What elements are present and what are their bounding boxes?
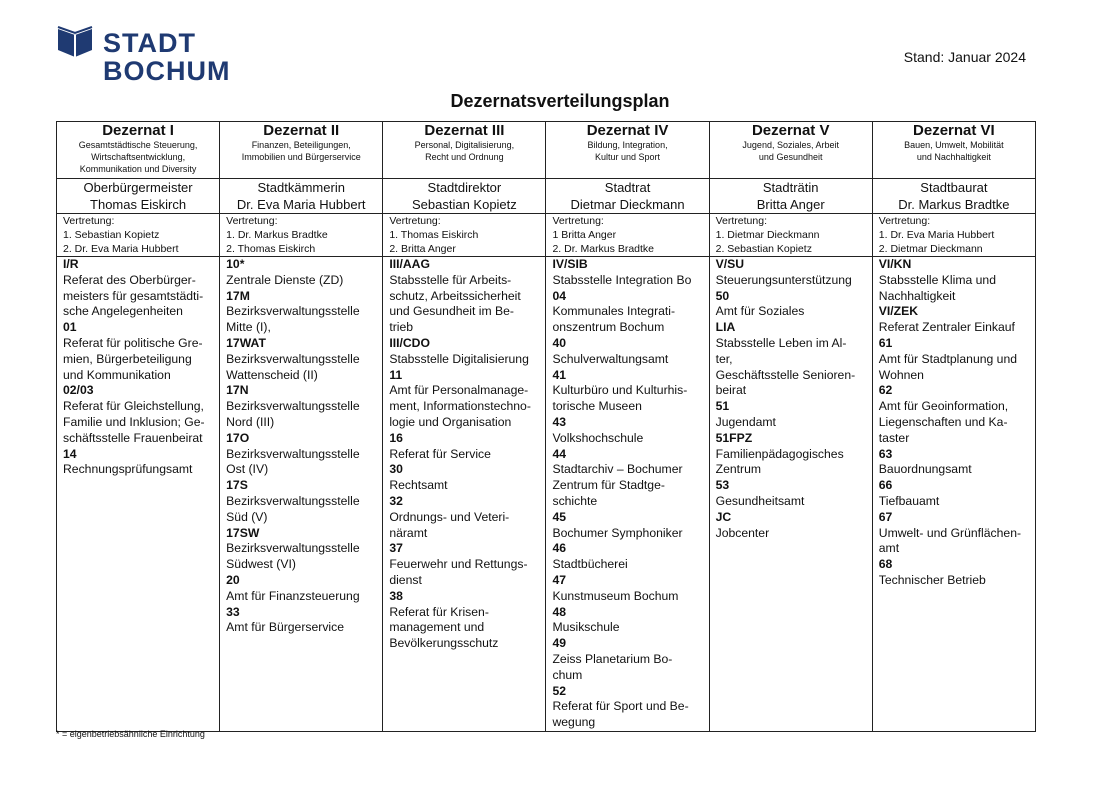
unit-code: 17N [226, 383, 249, 398]
deputy-line: Vertretung: [715, 215, 767, 227]
unit-code: 50 [715, 288, 730, 303]
unit-code: 52 [552, 683, 567, 698]
unit-name: beirat [715, 383, 747, 398]
unit-name: schäftsstelle Frauenbeirat [63, 430, 203, 445]
logo-text-stadt: STADT [103, 28, 196, 58]
unit-name: Rechtsamt [389, 478, 448, 493]
unit-code: 33 [226, 604, 240, 619]
page-title: Dezernatsverteilungsplan [450, 91, 670, 111]
unit-code: 63 [878, 446, 893, 461]
unit-name: Stabsstelle Leben im Al- [715, 335, 847, 350]
head-role: Stadtbaurat [920, 180, 988, 195]
deputy-cell [709, 214, 872, 257]
dezernat-cell [872, 122, 1035, 179]
unit-code: 01 [63, 320, 77, 335]
unit-name: Süd (V) [226, 509, 268, 524]
unit-name: management und [389, 620, 485, 635]
dezernat-description: Wirtschaftsentwicklung, [91, 152, 186, 162]
unit-name: Geschäftsstelle Senioren- [715, 367, 856, 382]
units-cell [220, 257, 383, 732]
unit-name: Bauordnungsamt [878, 462, 972, 477]
unit-name: amt [878, 541, 900, 556]
deputy-row [57, 214, 1036, 257]
head-name: Britta Anger [756, 197, 825, 212]
deputy-line: 2. Thomas Eiskirch [226, 243, 316, 255]
unit-name: Jobcenter [715, 525, 770, 540]
unit-name: Wohnen [878, 367, 924, 382]
deputy-line: 1. Sebastian Kopietz [63, 229, 160, 241]
units-cell [383, 257, 546, 732]
unit-code: 17SW [226, 525, 260, 540]
unit-name: ter, [715, 351, 733, 366]
unit-name: Referat für Sport und Be- [552, 699, 689, 714]
unit-name: Steuerungsunterstützung [715, 272, 852, 287]
head-role: Stadträtin [762, 180, 819, 195]
dezernat-name: Dezernat VI [913, 122, 995, 139]
unit-name: Referat für Gleichstellung, [63, 399, 204, 414]
dezernat-cell [546, 122, 709, 179]
deputy-line: 2. Dietmar Dieckmann [878, 243, 983, 255]
logo-text-bochum: BOCHUM [103, 56, 231, 86]
unit-code: V/SU [715, 257, 745, 271]
unit-name: Südwest (VI) [226, 557, 296, 572]
unit-code: 02/03 [63, 383, 94, 398]
unit-name: Kunstmuseum Bochum [552, 588, 679, 603]
dezernat-description: Bauen, Umwelt, Mobilität [904, 140, 1004, 150]
unit-name: Bezirksverwaltungsstelle [226, 493, 360, 508]
unit-name: Bezirksverwaltungsstelle [226, 351, 360, 366]
dezernat-cell [57, 122, 220, 179]
unit-name: Stadtarchiv – Bochumer [552, 462, 683, 477]
unit-name: Kulturbüro und Kulturhis- [552, 383, 688, 398]
unit-name: onszentrum Bochum [552, 320, 665, 335]
unit-code: 17WAT [226, 335, 266, 350]
dezernat-description: Kommunikation und Diversity [79, 164, 197, 174]
unit-name: Amt für Geoinformation, [878, 399, 1009, 414]
distribution-table [56, 121, 1036, 732]
unit-name: Zentrale Dienste (ZD) [226, 272, 344, 287]
dezernat-cell [220, 122, 383, 179]
dezernat-description: Kultur und Sport [595, 152, 661, 162]
dezernat-description: Finanzen, Beteiligungen, [251, 140, 351, 150]
stadt-bochum-logo [56, 24, 246, 88]
unit-code: 38 [389, 588, 403, 603]
unit-name: chum [552, 667, 583, 682]
dezernat-cell [383, 122, 546, 179]
footnote: * = eigenbetriebsähnliche Einrichtung [56, 729, 205, 739]
head-role: Stadtrat [604, 180, 651, 195]
unit-code: 40 [552, 335, 567, 350]
unit-code: III/AAG [389, 257, 430, 271]
unit-code: 14 [63, 446, 77, 461]
unit-name: taster [878, 430, 910, 445]
unit-code: 62 [878, 383, 893, 398]
unit-name: Ordnungs- und Veteri- [389, 509, 510, 524]
unit-name: Amt für Personalmanage- [389, 383, 529, 398]
deputy-line: 2. Britta Anger [389, 243, 456, 255]
head-role: Stadtkämmerin [257, 180, 345, 195]
unit-name: Amt für Stadtplanung und [878, 351, 1017, 366]
unit-name: Familie und Inklusion; Ge- [63, 414, 205, 429]
dezernat-description: Personal, Digitalisierung, [414, 140, 515, 150]
deputy-line: 1. Dr. Eva Maria Hubbert [878, 229, 995, 241]
units-cell [709, 257, 872, 732]
unit-name: Stabsstelle Integration Bo [552, 272, 692, 287]
unit-code: 17M [226, 288, 250, 303]
unit-name: Stabsstelle für Arbeits- [389, 272, 512, 287]
deputy-line: Vertretung: [226, 215, 278, 227]
unit-code: 49 [552, 636, 567, 651]
deputy-line: 2. Sebastian Kopietz [715, 243, 812, 255]
unit-name: Bochumer Symphoniker [552, 525, 683, 540]
dezernat-description: Bildung, Integration, [587, 140, 668, 150]
unit-name: Referat des Oberbürger- [63, 272, 196, 287]
dezernat-name: Dezernat III [424, 122, 505, 139]
head-name: Sebastian Kopietz [411, 197, 517, 212]
dezernat-description: und Gesundheit [758, 152, 823, 162]
date-stamp: Stand: Januar 2024 [903, 49, 1026, 65]
unit-name: Zentrum für Stadtge- [552, 478, 665, 493]
unit-name: Referat für Service [389, 446, 491, 461]
deputy-cell [220, 214, 383, 257]
deputy-line: 1. Dr. Markus Bradtke [226, 229, 328, 241]
unit-name: Jugendamt [715, 414, 776, 429]
dezernat-description: Immobilien und Bürgerservice [241, 152, 361, 162]
dezernat-name: Dezernat IV [586, 122, 669, 139]
head-name: Dr. Markus Bradtke [898, 197, 1010, 212]
unit-name: Tiefbauamt [878, 493, 940, 508]
unit-name: Nachhaltigkeit [878, 288, 956, 303]
deputy-line: Vertretung: [63, 215, 115, 227]
unit-name: Stadtbücherei [552, 557, 628, 572]
unit-code: 47 [552, 572, 567, 587]
unit-name: torische Museen [552, 399, 642, 414]
deputy-line: 2. Dr. Markus Bradtke [552, 243, 655, 255]
unit-name: Amt für Bürgerservice [226, 620, 345, 635]
unit-name: Bezirksverwaltungsstelle [226, 399, 360, 414]
units-row [57, 257, 1036, 732]
unit-code: 43 [552, 414, 567, 429]
unit-name: Amt für Soziales [715, 304, 805, 319]
unit-name: Familienpädagogisches [715, 446, 844, 461]
unit-name: und Kommunikation [63, 367, 171, 382]
unit-code: IV/SIB [552, 257, 588, 271]
unit-name: Rechnungsprüfungsamt [63, 462, 193, 477]
unit-code: 17S [226, 478, 248, 493]
unit-name: schutz, Arbeitssicherheit [389, 288, 521, 303]
unit-name: Volkshochschule [552, 430, 644, 445]
unit-name: und Gesundheit im Be- [389, 304, 514, 319]
unit-code: JC [715, 509, 732, 524]
department-head-row [57, 179, 1036, 214]
head-cell [220, 179, 383, 214]
head-name: Thomas Eiskirch [90, 197, 187, 212]
unit-name: Feuerwehr und Rettungs- [389, 557, 528, 572]
dezernat-name: Dezernat V [751, 122, 830, 139]
unit-name: Mitte (I), [226, 320, 271, 335]
unit-name: Gesundheitsamt [715, 493, 805, 508]
unit-name: näramt [389, 525, 428, 540]
deputy-cell [383, 214, 546, 257]
head-cell [709, 179, 872, 214]
head-role: Stadtdirektor [427, 180, 502, 195]
unit-code: 46 [552, 541, 567, 556]
unit-name: Stabsstelle Klima und [878, 272, 996, 287]
unit-code: 45 [552, 509, 567, 524]
unit-name: wegung [552, 715, 596, 730]
head-cell [383, 179, 546, 214]
unit-code: 32 [389, 493, 403, 508]
unit-name: dienst [389, 572, 422, 587]
unit-name: Zentrum [715, 462, 762, 477]
units-cell [57, 257, 220, 732]
unit-code: 48 [552, 604, 567, 619]
unit-name: Referat Zentraler Einkauf [878, 320, 1015, 335]
unit-name: Bezirksverwaltungsstelle [226, 304, 360, 319]
unit-code: 11 [389, 367, 403, 382]
dezernat-description: und Nachhaltigkeit [916, 152, 991, 162]
deputy-cell [546, 214, 709, 257]
unit-name: Umwelt- und Grünflächen- [878, 525, 1022, 540]
unit-name: Liegenschaften und Ka- [878, 414, 1008, 429]
unit-name: schichte [552, 493, 598, 508]
unit-code: 61 [878, 335, 893, 350]
unit-code: VI/KN [878, 257, 912, 271]
head-cell [872, 179, 1035, 214]
unit-code: 51 [715, 399, 730, 414]
unit-name: Kommunales Integrati- [552, 304, 676, 319]
dezernat-description: Gesamtstädtische Steuerung, [78, 140, 198, 150]
unit-name: Referat für politische Gre- [63, 335, 203, 350]
unit-code: 10* [226, 257, 245, 271]
unit-name: logie und Organisation [389, 414, 512, 429]
unit-name: Stabsstelle Digitalisierung [389, 351, 529, 366]
head-name: Dietmar Dieckmann [570, 197, 685, 212]
unit-code: 30 [389, 462, 403, 477]
unit-name: Bevölkerungsschutz [389, 636, 499, 651]
deputy-line: 2. Dr. Eva Maria Hubbert [63, 243, 179, 255]
unit-code: 37 [389, 541, 403, 556]
deputy-cell [872, 214, 1035, 257]
dezernat-cell [709, 122, 872, 179]
head-cell [546, 179, 709, 214]
dezernat-description: Recht und Ordnung [425, 152, 504, 162]
unit-code: 67 [878, 509, 893, 524]
unit-code: 44 [552, 446, 567, 461]
deputy-line: 1. Dietmar Dieckmann [715, 229, 820, 241]
unit-code: 20 [226, 572, 240, 587]
deputy-line: 1 Britta Anger [552, 229, 617, 241]
deputy-line: Vertretung: [389, 215, 441, 227]
unit-name: Nord (III) [226, 414, 275, 429]
unit-name: Amt für Finanzsteuerung [226, 588, 360, 603]
deputy-line: 1. Thomas Eiskirch [389, 229, 479, 241]
unit-code: 16 [389, 430, 403, 445]
dezernat-name: Dezernat II [263, 122, 340, 139]
unit-code: III/CDO [389, 335, 430, 350]
unit-name: Bezirksverwaltungsstelle [226, 541, 360, 556]
unit-code: 68 [878, 557, 893, 572]
unit-code: LIA [715, 320, 736, 335]
unit-name: Schulverwaltungsamt [552, 351, 669, 366]
deputy-line: Vertretung: [552, 215, 604, 227]
unit-name: Wattenscheid (II) [226, 367, 318, 382]
unit-code: 41 [552, 367, 567, 382]
book-shield-icon [56, 26, 94, 60]
unit-code: 53 [715, 478, 730, 493]
unit-code: VI/ZEK [878, 304, 919, 319]
unit-name: Ost (IV) [226, 462, 269, 477]
head-name: Dr. Eva Maria Hubbert [236, 197, 366, 212]
unit-name: mien, Bürgerbeteiligung [63, 351, 192, 366]
unit-name: ment, Informationstechno- [389, 399, 531, 414]
units-cell [546, 257, 709, 732]
unit-name: trieb [389, 320, 414, 335]
unit-name: Bezirksverwaltungsstelle [226, 446, 360, 461]
unit-name: sche Angelegenheiten [63, 304, 183, 319]
unit-code: 04 [552, 288, 567, 303]
unit-name: Technischer Betrieb [878, 572, 986, 587]
unit-code: I/R [63, 257, 79, 271]
deputy-cell [57, 214, 220, 257]
dezernat-description: Jugend, Soziales, Arbeit [742, 140, 839, 150]
unit-code: 17O [226, 430, 250, 445]
deputy-line: Vertretung: [878, 215, 931, 227]
unit-name: meisters für gesamtstädti- [63, 288, 204, 303]
unit-name: Zeiss Planetarium Bo- [552, 651, 673, 666]
unit-name: Musikschule [552, 620, 620, 635]
dezernat-name: Dezernat I [102, 122, 174, 139]
head-cell [57, 179, 220, 214]
unit-code: 51FPZ [715, 430, 753, 445]
dezernat-header-row [57, 122, 1036, 179]
units-cell [872, 257, 1035, 732]
unit-name: Referat für Krisen- [389, 604, 489, 619]
head-role: Oberbürgermeister [83, 180, 193, 195]
unit-code: 66 [878, 478, 893, 493]
